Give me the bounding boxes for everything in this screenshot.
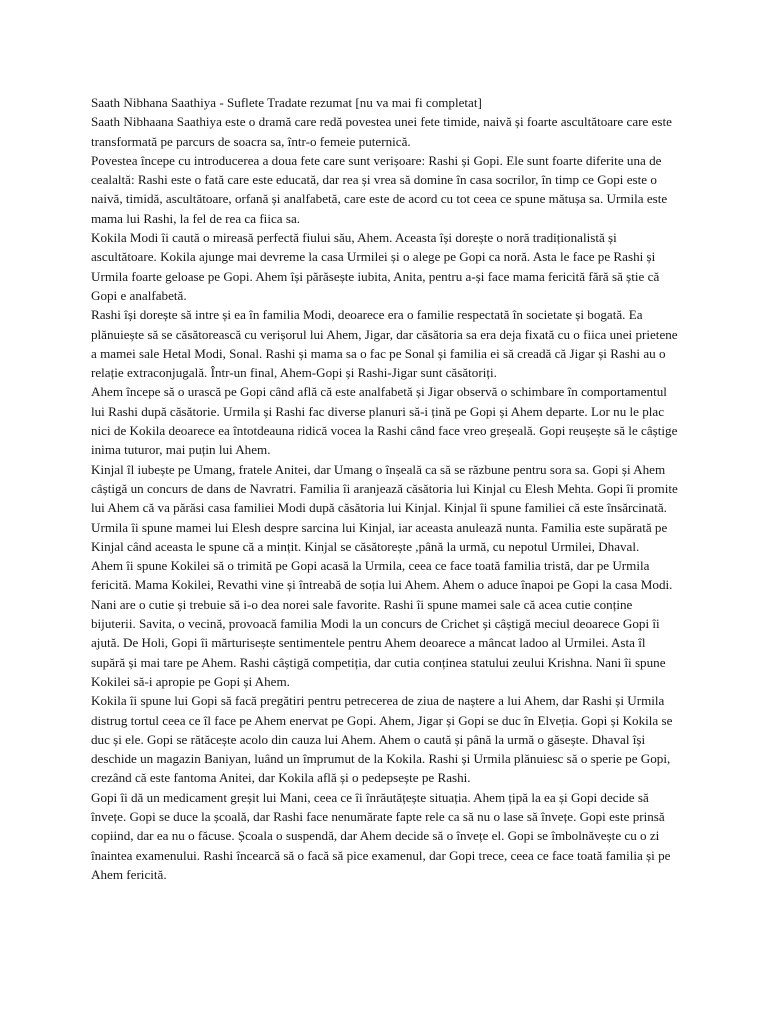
document-page bbox=[91, 93, 679, 884]
document-title: Saath Nibhana Saathiya - Suflete Tradate rezumat [nu va mai fi completat] bbox=[91, 95, 482, 110]
paragraph: Ahem începe să o urască pe Gopi când află că este analfabetă și Jigar observă o schimbare în comportamentul lui Rashi după căsătorie. Urmila și Rashi fac diverse planuri să-i țină pe Gopi și Ahem departe. Lor nu le plac nici de Kokila deoarece ea întotdeauna ridică vocea la Rashi când face vreo greșeală. Gopi reușește să le câștige inima tuturor, mai puțin lui Ahem. bbox=[91, 384, 678, 458]
paragraph: Saath Nibhaana Saathiya este o dramă care redă povestea unei fete timide, naivă și foarte ascultătoare care este transformată pe parcurs de soacra sa, într-o femeie puternică. bbox=[91, 114, 672, 149]
paragraph: Povestea începe cu introducerea a doua fete care sunt verișoare: Rashi și Gopi. Ele sunt foarte diferite una de cealaltă: Rashi este o fată care este educată, dar rea și vrea să domine în casa socrilor, în timp ce Gopi este o naivă, timidă, ascultătoare, orfană și analfabetă, care este de acord cu tot ceea ce spune mătușa sa. Urmila este mama lui Rashi, la fel de rea ca fiica sa. bbox=[91, 152, 668, 226]
paragraph: Kinjal îl iubește pe Umang, fratele Anitei, dar Umang o înșeală ca să se răzbune pentru sora sa. Gopi și Ahem câștigă un concurs de dans de Navratri. Familia îi aranjează căsătoria lui Kinjal cu Elesh Mehta. Gopi îi promite lui Ahem că va părăsi casa familiei Modi după căsătoria lui Kinjal. Kinjal îi spune familiei că este însărcinată. Urmila îi spune mamei lui Elesh despre sarcina lui Kinjal, iar aceasta anulează nunta. Familia este supărată pe Kinjal când aceasta le spune că a mințit. Kinjal se căsătorește ,până la urmă, cu nepotul Urmilei, Dhaval. bbox=[91, 461, 678, 554]
paragraph: Ahem îi spune Kokilei să o trimită pe Gopi acasă la Urmila, ceea ce face toată familia tristă, dar pe Urmila fericită. Mama Kokilei, Revathi vine și întreabă de soția lui Ahem. Ahem o aduce înapoi pe Gopi la casa Modi. Nani are o cutie și trebuie să i-o dea norei sale favorite. Rashi îi spune mamei sale că acea cutie conține bijuterii. Savita, o vecină, provoacă familia Modi la un concurs de Crichet și câștigă meciul deoarece Gopi îi ajută. De Holi, Gopi îi mărturisește sentimentele pentru Ahem deoarece a mâncat ladoo al Urmilei. Asta îl supără și mai tare pe Ahem. Rashi câștigă competiția, dar cutia conținea statului zeului Krishna. Nani îi spune Kokilei să-i apropie pe Gopi și Ahem. bbox=[91, 558, 673, 689]
paragraph: Kokila îi spune lui Gopi să facă pregătiri pentru petrecerea de ziua de naștere a lui Ahem, dar Rashi și Urmila distrug tortul ceea ce îl face pe Ahem enervat pe Gopi. Ahem, Jigar și Gopi se duc în Elveția. Gopi și Kokila se duc și ele. Gopi se rătăcește acolo din cauza lui Ahem. Ahem o caută și până la urmă o găsește. Dhaval își deschide un magazin Baniyan, luând un împrumut de la Kokila. Rashi și Urmila plănuiesc să o sperie pe Gopi, crezând că este fantoma Anitei, dar Kokila află și o pedepsește pe Rashi. bbox=[91, 693, 673, 786]
paragraph: Rashi își dorește să intre și ea în familia Modi, deoarece era o familie respectată în societate și bogată. Ea plănuiește să se căsătorească cu verișorul lui Ahem, Jigar, dar căsătoria sa era deja fixată cu o fiica unei prietene a mamei sale Hetal Modi, Sonal. Rashi și mama sa o fac pe Sonal și familia ei să creadă că Jigar și Rashi au o relație extraconjugală. Într-un final, Ahem-Gopi și Rashi-Jigar sunt căsătoriți. bbox=[91, 307, 678, 381]
paragraph: Kokila Modi îi caută o mireasă perfectă fiului său, Ahem. Aceasta își dorește o noră tradiționalistă și ascultătoare. Kokila ajunge mai devreme la casa Urmilei și o alege pe Gopi ca noră. Asta le face pe Rashi și Urmila foarte geloase pe Gopi. Ahem își părăsește iubita, Anita, pentru a-și face mama fericită fără să știe că Gopi e analfabetă. bbox=[91, 230, 660, 303]
paragraph: Gopi îi dă un medicament greșit lui Mani, ceea ce îi înrăutățește situația. Ahem țipă la ea și Gopi decide să învețe. Gopi se duce la școală, dar Rashi face nenumărate fapte rele ca să nu o lase să învețe. Gopi este prinsă copiind, dar ea nu o făcuse. Școala o suspendă, dar Ahem decide să o învețe el. Gopi se îmbolnăvește cu o zi înaintea examenului. Rashi încearcă să o facă să pice examenul, dar Gopi trece, ceea ce face toată familia și pe Ahem fericită. bbox=[91, 789, 671, 882]
